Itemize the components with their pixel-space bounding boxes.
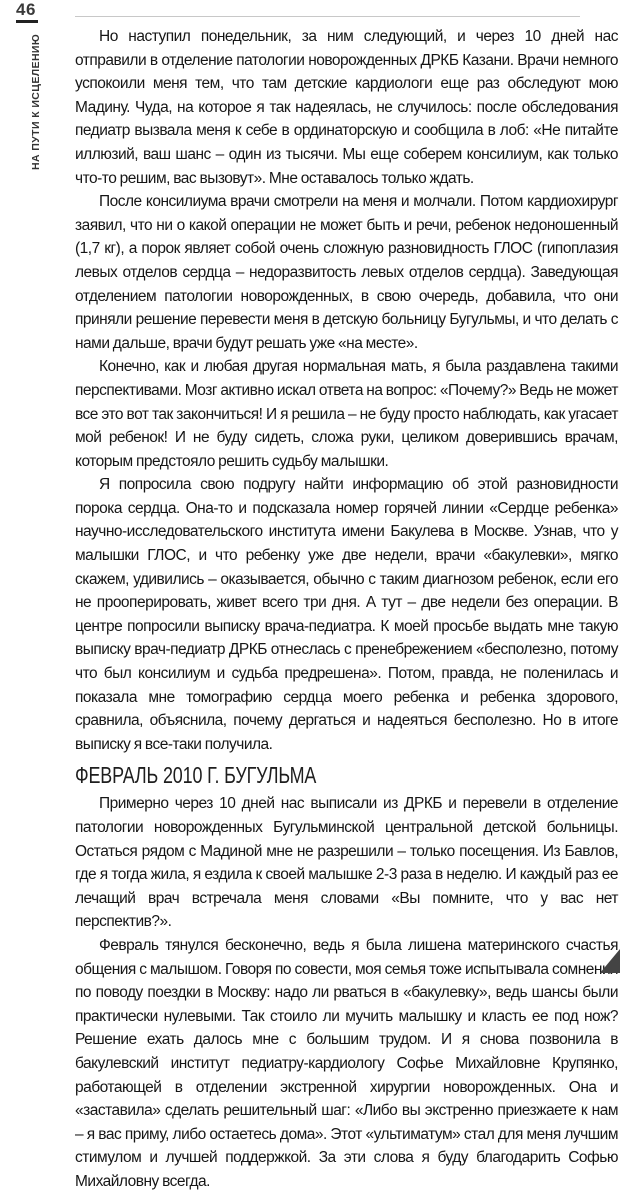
running-head-text: НА ПУТИ К ИСЦЕЛЕНИЮ [30, 33, 42, 170]
page-body [75, 25, 618, 1194]
paragraph: Конечно, как и любая другая нормальная мать, я была раздавлена такими перспективами. Мозг активно искал ответа на вопрос: «Почему?» Ведь не может все это вот так закончиться! И я решила – не буду просто наблюдать, как угасает мой ребенок! И не буду сидеть, сложа руки, целиком доверившись врачам, которым предстояло решить судьбу малышки. [75, 358, 619, 470]
paragraph: Примерно через 10 дней нас выписали из ДРКБ и перевели в отделение патологии новорожденных Бугульминской центральной детской больницы. Остаться рядом с Мадиной мне не разрешили – только посещения. Из Бавлов, где я тогда жила, я ездила к своей малышке 2-3 раза в неделю. И каждый раз ее лечащий врач встречала меня словами «Вы помните, что у вас нет перспектив?». [75, 795, 618, 931]
paragraph: Но наступил понедельник, за ним следующий, и через 10 дней нас отправили в отделение патологии новорожденных ДРКБ Казани. Врачи немного успокоили меня тем, что там детские кардиологи еще раз обследуют мою Мадину. Чуда, на которое я так надеялась, не случилось: после обследования педиатр вызвала меня к себе в ординаторскую и сообщила в лоб: «Не питайте иллюзий, ваш шанс – один из тысячи. Мы еще соберем консилиум, как только что-то решим, вас вызовут». Мне оставалось только ждать. [75, 28, 618, 187]
paragraph: После консилиума врачи смотрели на меня и молчали. Потом кардиохирург заявил, что ни о какой операции не может быть и речи, ребенок недоношенный (1,7 кг), а порок являет собой очень сложную разновидность ГЛОС (гипоплазия левых отделов сердца – недоразвитость левых отделов сердца). Заведующая отделением патологии новорожденных, в свою очередь, добавила, что они приняли решение перевести меня в детскую больницу Бугульмы, и что делать с нами дальше, врачи будут решать уже «на месте». [75, 193, 618, 352]
running-head [30, 33, 44, 175]
paragraph: Я попросила свою подругу найти информацию об этой разновидности порока сердца. Она-то и подсказала номер горячей линии «Сердце ребенка» научно-исследовательского института имени Бакулева в Москве. Узнав, что у малышки ГЛОС, и что ребенку уже две недели, врачи «бакулевки», мягко скажем, удивились – оказывается, обычно с таким диагнозом ребенок, если его не прооперировать, живет всего три дня. А тут – две недели без операции. В центре попросили выписку врача-педиатра. К моей просьбе выдать мне такую выписку врач-педиатр ДРКБ отнеслась с пренебрежением «бесполезно, потому что был консилиум и судьба предрешена». Потом, правда, не поленилась и показала мне томографию сердца моего ребенка и ребенка здорового, сравнила, объяснила, почему дергаться и надеяться бесполезно. Но в итоге выписку я все-таки получила. [75, 476, 618, 753]
section-heading: ФЕВРАЛЬ 2010 Г. БУГУЛЬМА [75, 762, 317, 789]
header-rule [75, 16, 580, 17]
page-number: 46 [16, 0, 36, 19]
corner-decoration [600, 949, 620, 973]
paragraph: Февраль тянулся бесконечно, ведь я была лишена материнского счастья общения с малышом. Говоря по совести, моя семья тоже испытывала сомнения по поводу поездки в Москву: надо ли рваться в «бакулевку», ведь шансы были практически нулевыми. Так стоило ли мучить малышку и класть ее под нож? Решение ехать далось мне с большим трудом. И я снова позвонила в бакулевский институт педиатру-кардиологу Софье Михайловне Крупянко, работающей в отделении экстренной хирургии новорожденных. Она и «заставила» сделать решительный шаг: «Либо вы экстренно приезжаете к нам – я вас приму, либо остаетесь дома». Этот «ультиматум» стал для меня лучшим стимулом и лучшей поддержкой. За эти слова я буду благодарить Софью Михайловну всегда. [75, 936, 618, 1190]
